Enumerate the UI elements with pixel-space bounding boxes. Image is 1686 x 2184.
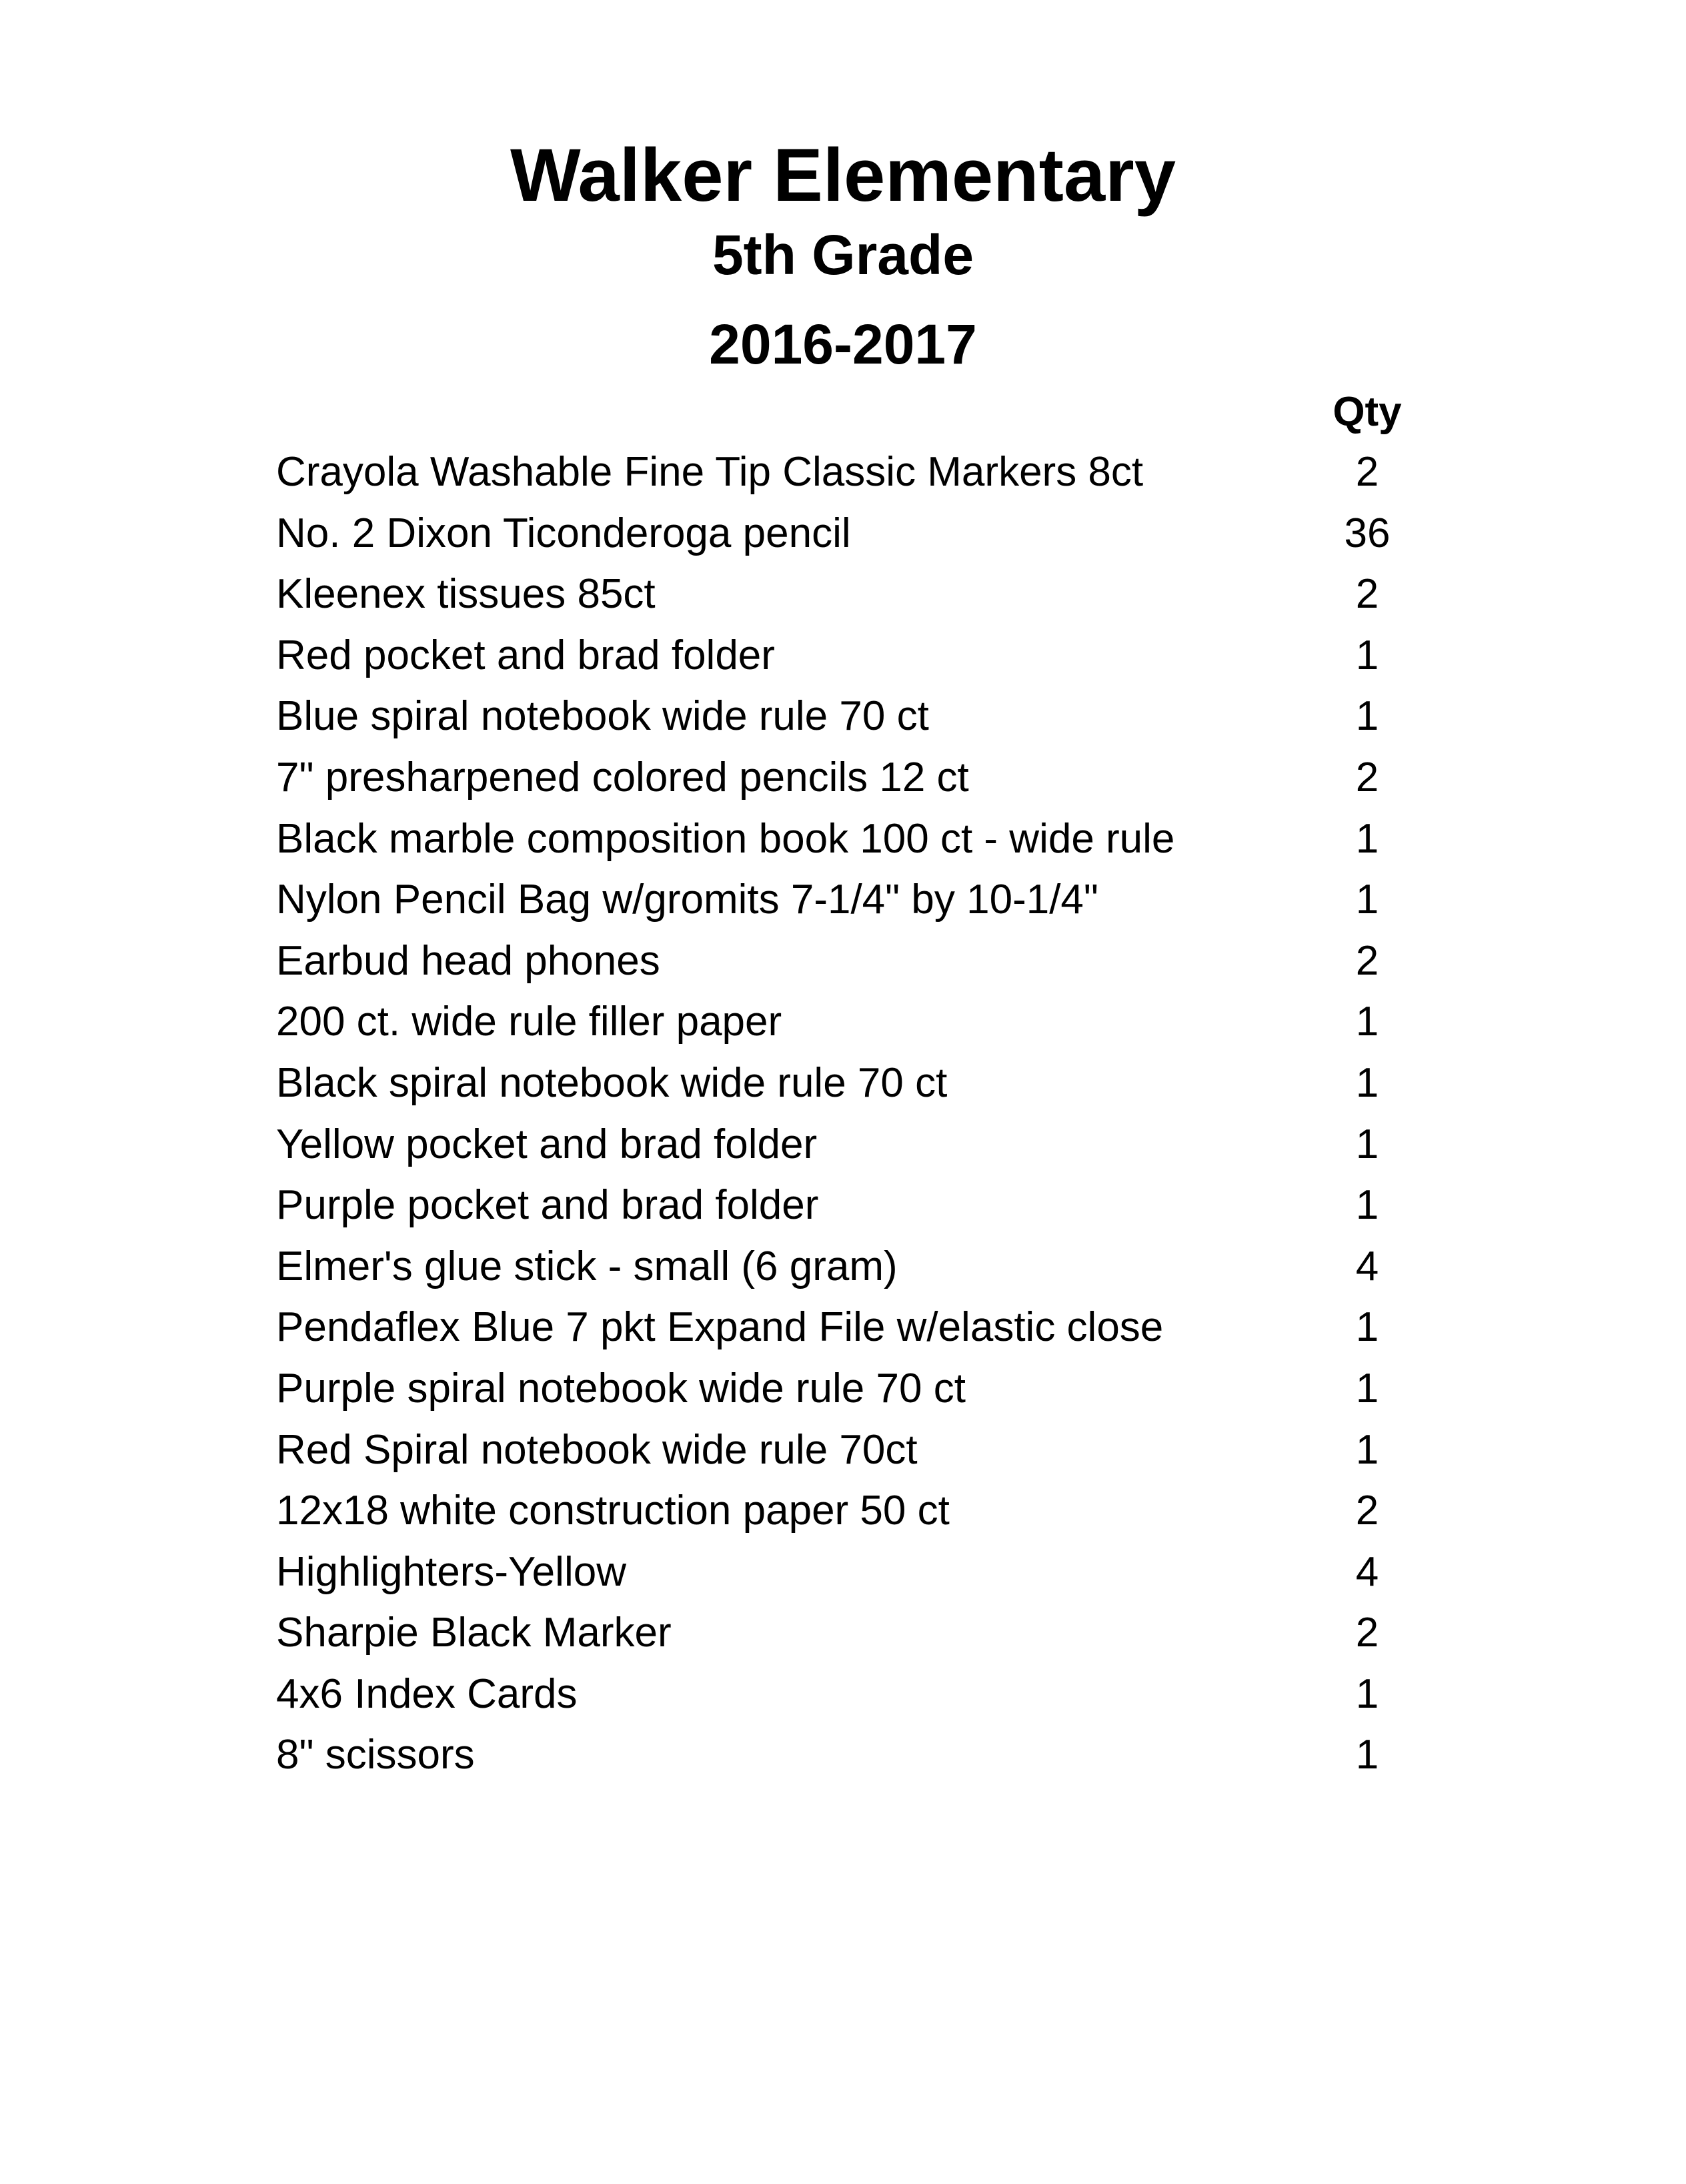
supply-item-row — [0, 1668, 1686, 1729]
supply-list — [0, 446, 1686, 1790]
supply-item-qty: 2 — [1355, 1488, 1379, 1534]
school-name: Walker Elementary — [510, 133, 1176, 217]
supply-item-qty: 4 — [1355, 1243, 1379, 1289]
supply-item-qty: 1 — [1355, 999, 1379, 1045]
supply-item-qty: 2 — [1355, 449, 1379, 495]
qty-column-header: Qty — [1333, 389, 1402, 435]
supply-item-qty: 1 — [1355, 1365, 1379, 1412]
supply-item-qty: 1 — [1355, 693, 1379, 740]
supply-item-name: Earbud head phones — [276, 937, 660, 984]
supply-item-name: Nylon Pencil Bag w/gromits 7-1/4" by 10-1/4" — [276, 877, 1098, 923]
supply-item-row — [0, 1424, 1686, 1485]
supply-item-row — [0, 751, 1686, 812]
supply-item-name: Sharpie Black Marker — [276, 1610, 672, 1656]
supply-item-name: Purple pocket and brad folder — [276, 1182, 819, 1229]
supply-item-name: Black marble composition book 100 ct - wide rule — [276, 815, 1175, 862]
supply-item-row — [0, 1606, 1686, 1668]
supply-item-row — [0, 1301, 1686, 1362]
supply-item-row — [0, 1484, 1686, 1546]
supply-item-row — [0, 1728, 1686, 1790]
supply-item-row — [0, 1118, 1686, 1179]
supply-item-name: Red Spiral notebook wide rule 70ct — [276, 1426, 918, 1473]
supply-item-qty: 2 — [1355, 937, 1379, 984]
supply-item-name: Elmer's glue stick - small (6 gram) — [276, 1243, 898, 1289]
supply-item-qty: 2 — [1355, 1610, 1379, 1656]
supply-item-row — [0, 690, 1686, 751]
supply-item-qty: 1 — [1355, 1426, 1379, 1473]
supply-item-qty: 1 — [1355, 1182, 1379, 1229]
supply-item-qty: 1 — [1355, 1304, 1379, 1351]
supply-item-row — [0, 995, 1686, 1057]
supply-item-row — [0, 1057, 1686, 1118]
supply-item-name: Yellow pocket and brad folder — [276, 1121, 818, 1167]
supply-item-name: Highlighters-Yellow — [276, 1548, 626, 1595]
supply-item-name: Blue spiral notebook wide rule 70 ct — [276, 693, 929, 740]
supply-item-qty: 2 — [1355, 571, 1379, 618]
supply-item-name: 200 ct. wide rule filler paper — [276, 999, 782, 1045]
supply-item-name: 8" scissors — [276, 1732, 475, 1778]
supply-item-name: 12x18 white construction paper 50 ct — [276, 1488, 950, 1534]
supply-item-qty: 1 — [1355, 632, 1379, 678]
supply-item-row — [0, 935, 1686, 996]
supply-item-row — [0, 1362, 1686, 1424]
supply-item-name: Kleenex tissues 85ct — [276, 571, 656, 618]
supply-item-qty: 1 — [1355, 877, 1379, 923]
supply-item-row — [0, 629, 1686, 690]
supply-item-name: Pendaflex Blue 7 pkt Expand File w/elastic close — [276, 1304, 1164, 1351]
supply-item-qty: 2 — [1355, 754, 1379, 800]
supply-item-qty: 1 — [1355, 1670, 1379, 1717]
supply-item-row — [0, 873, 1686, 935]
supply-item-row — [0, 446, 1686, 507]
supply-item-qty: 1 — [1355, 1059, 1379, 1106]
supply-item-qty: 1 — [1355, 1121, 1379, 1167]
supply-item-row — [0, 1179, 1686, 1240]
school-year: 2016-2017 — [709, 313, 977, 376]
supply-item-row — [0, 568, 1686, 629]
supply-item-name: Crayola Washable Fine Tip Classic Markers 8ct — [276, 449, 1144, 495]
supply-item-name: 7" presharpened colored pencils 12 ct — [276, 754, 969, 800]
supply-item-row — [0, 507, 1686, 568]
supply-item-row — [0, 1240, 1686, 1301]
supply-item-row — [0, 1546, 1686, 1607]
supply-item-name: 4x6 Index Cards — [276, 1670, 578, 1717]
supply-item-qty: 4 — [1355, 1548, 1379, 1595]
supply-item-qty: 1 — [1355, 1732, 1379, 1778]
supply-item-name: No. 2 Dixon Ticonderoga pencil — [276, 510, 851, 556]
supply-item-qty: 36 — [1344, 510, 1391, 556]
supply-item-qty: 1 — [1355, 815, 1379, 862]
supply-item-name: Purple spiral notebook wide rule 70 ct — [276, 1365, 966, 1412]
grade-level: 5th Grade — [712, 223, 974, 286]
supply-item-name: Black spiral notebook wide rule 70 ct — [276, 1059, 948, 1106]
supply-item-name: Red pocket and brad folder — [276, 632, 775, 678]
supply-item-row — [0, 812, 1686, 874]
